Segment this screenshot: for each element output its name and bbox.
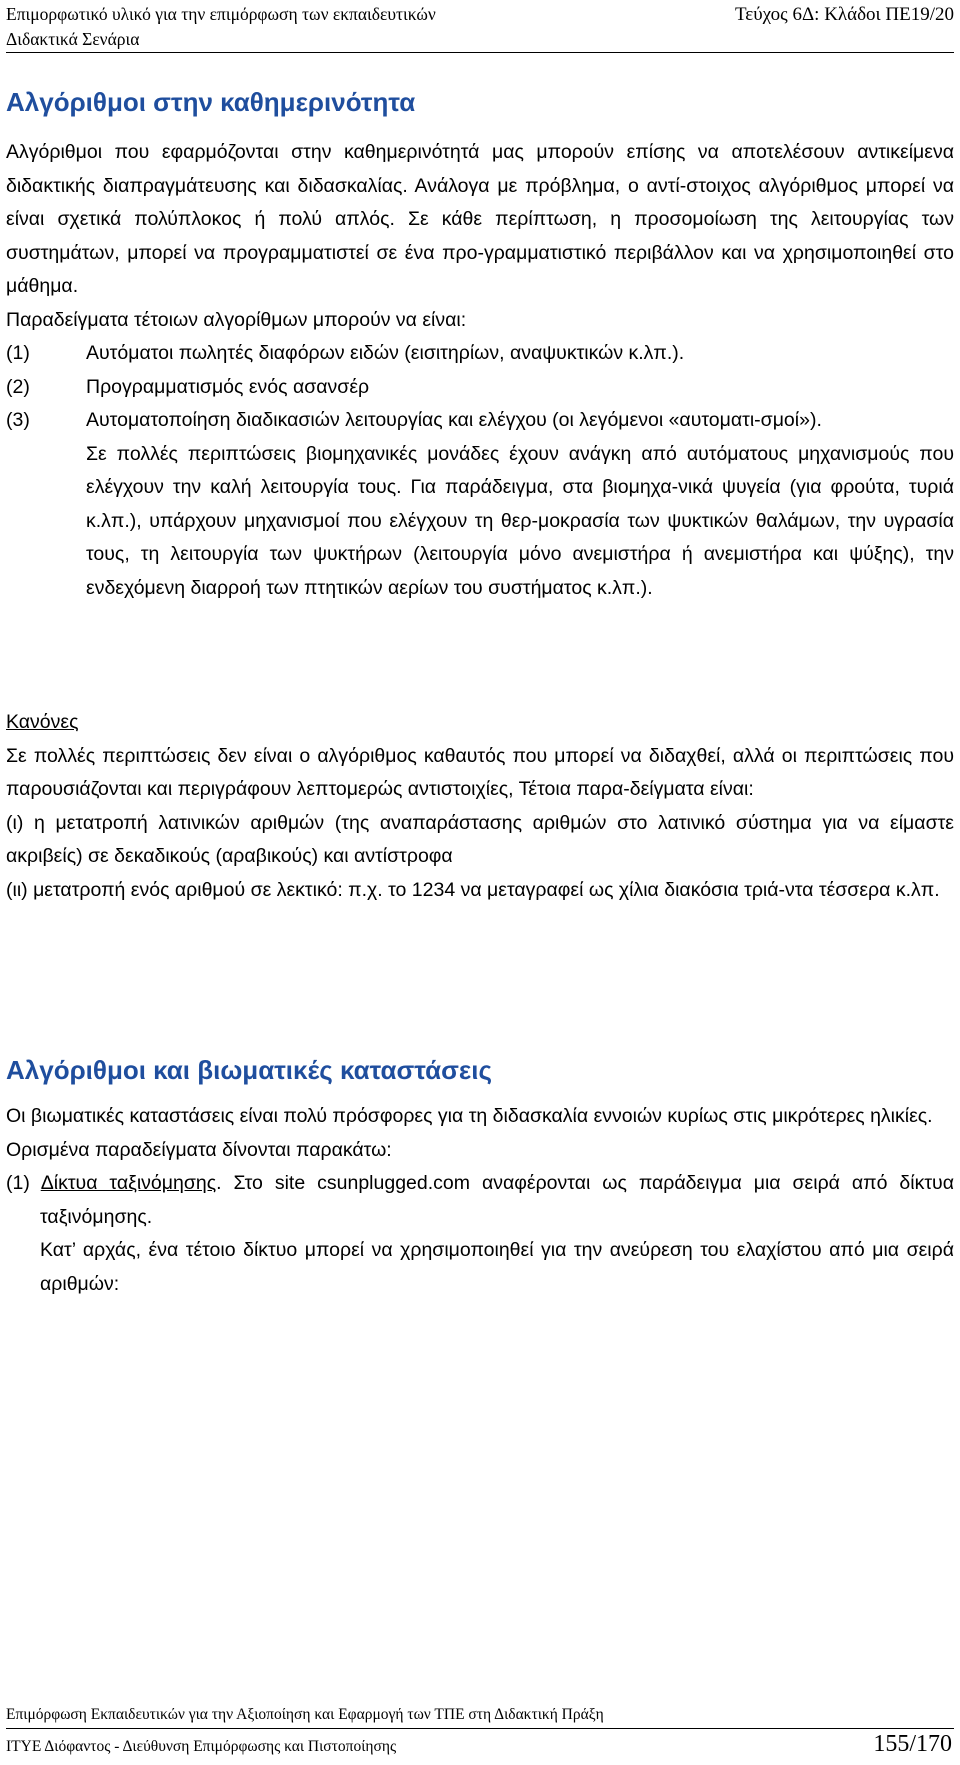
examples-intro: Παραδείγματα τέτοιων αλγορίθμων μπορούν να είναι: <box>6 308 467 331</box>
section-heading-everyday-algorithms: Αλγόριθμοι στην καθημερινότητα <box>6 87 416 117</box>
list-item-number: (1) <box>6 1172 30 1194</box>
list-item-number: (2) <box>6 375 30 398</box>
list-item-text: Αυτόματοι πωλητές διαφόρων ειδών (εισιτηρίων, αναψυκτικών κ.λπ.). <box>86 342 685 364</box>
running-header-left <box>6 2 436 52</box>
rules-title: Κανόνες <box>6 711 79 733</box>
section-everyday-body <box>6 136 954 605</box>
section-heading-experiential: Αλγόριθμοι και βιωματικές καταστάσεις <box>6 1055 492 1085</box>
list-item <box>6 337 954 371</box>
list-item <box>6 1167 954 1234</box>
footer-organization: ΙΤΥΕ Διόφαντος - Διεύθυνση Επιμόρφωσης και Πιστοποίησης <box>6 1738 397 1755</box>
list-item <box>6 371 954 405</box>
footer-divider <box>6 1728 954 1729</box>
rules-block <box>6 706 954 907</box>
list-item-number: (1) <box>6 342 30 364</box>
intro-paragraph: Αλγόριθμοι που εφαρμόζονται στην καθημερινότητά μας μπορούν επίσης να αποτελέσουν αντικείμενα διδακτικής διαπραγμάτευσης και διδασκαλίας. Ανάλογα με πρόβλημα, ο αντί-στοιχος αλγόριθμος μπορεί να είναι σχετικά πολύπλοκος ή πολύ απλός. Σε κάθε περίπτωση, η προσομοίωση της λειτουργίας των συστημάτων, μπορεί να προγραμματιστεί σε ένα προ-γραμματιστικό περιβάλλον και να χρησιμοποιηθεί στο μάθημα. <box>6 141 954 297</box>
list-item-text: . Στο site csunplugged.com αναφέρονται ως παράδειγμα μια σειρά από δίκτυα ταξινόμησης. <box>40 1172 954 1228</box>
examples-intro-2: Ορισμένα παραδείγματα δίνονται παρακάτω: <box>6 1138 392 1161</box>
header-volume: Τεύχος 6Δ: Κλάδοι ΠΕ19/20 <box>734 4 954 25</box>
footer-program-title: Επιμόρφωση Εκπαιδευτικών για την Αξιοποίηση και Εφαρμογή των ΤΠΕ στη Διδακτική Πράξη <box>6 1706 604 1723</box>
header-publication-title: Επιμορφωτικό υλικό για την επιμόρφωση των εκπαιδευτικών <box>6 4 436 24</box>
rules-example-2: (ιι) μετατροπή ενός αριθμού σε λεκτικό: π.χ. το 1234 να μεταγραφεί ως χίλια διακόσια τριά-ντα τέσσερα κ.λπ. <box>6 878 940 901</box>
list-item-text: Αυτοματοποίηση διαδικασιών λειτουργίας και ελέγχου (οι λεγόμενοι «αυτοματι-σμοί»). <box>86 409 822 431</box>
rules-paragraph: Σε πολλές περιπτώσεις δεν είναι ο αλγόριθμος καθαυτός που μπορεί να διδαχθεί, αλλά οι περιπτώσεις που παρουσιάζονται και περιγράφουν λεπτομερώς αντιστοιχίες, Τέτοια παρα-δείγματα είναι: <box>6 744 954 800</box>
list-item-continuation: Σε πολλές περιπτώσεις βιομηχανικές μονάδες έχουν ανάγκη από αυτόματους μηχανισμούς που ελέγχουν την καλή λειτουργία τους. Για παράδειγμα, στα βιομηχα-νικά ψυγεία (για φρούτα, τυριά κ.λπ.), υπάρχουν μηχανισμοί που ελέγχουν τη θερ-μοκρασία των ψυκτικών θαλάμων, την υγρασία τους, τη λειτουργία των ψυκτήρων (λειτουργία μόνο ανεμιστήρα ή ανεμιστήρα και ψύξης), την ενδεχόμενη διαρροή των πτητικών αερίων του συστήματος κ.λπ.). <box>86 442 954 599</box>
list-item-continuation: Κατ’ αρχάς, ένα τέτοιο δίκτυο μπορεί να χρησιμοποιηθεί για την ανεύρεση του ελαχίστου από μια σειρά αριθμών: <box>40 1239 954 1295</box>
header-section-title: Διδακτικά Σενάρια <box>6 29 140 49</box>
header-divider <box>6 52 954 53</box>
list-item-text: Προγραμματισμός ενός ασανσέρ <box>86 375 370 398</box>
rules-example-1: (ι) η μετατροπή λατινικών αριθμών (της αναπαράστασης αριθμών στο λατινικό σύστημα για να είμαστε ακριβείς) σε δεκαδικούς (αραβικούς) και αντίστροφα <box>6 811 954 867</box>
experiential-paragraph: Οι βιωματικές καταστάσεις είναι πολύ πρόσφορες για τη διδασκαλία εννοιών κυρίως στις μικρότερες ηλικίες. <box>6 1105 933 1127</box>
list-item <box>6 404 954 438</box>
page-number: 155/170 <box>873 1731 952 1757</box>
list-item-number: (3) <box>6 409 30 431</box>
sorting-networks-link[interactable]: Δίκτυα ταξινόμησης <box>40 1172 217 1194</box>
section-experiential-body <box>6 1100 954 1301</box>
